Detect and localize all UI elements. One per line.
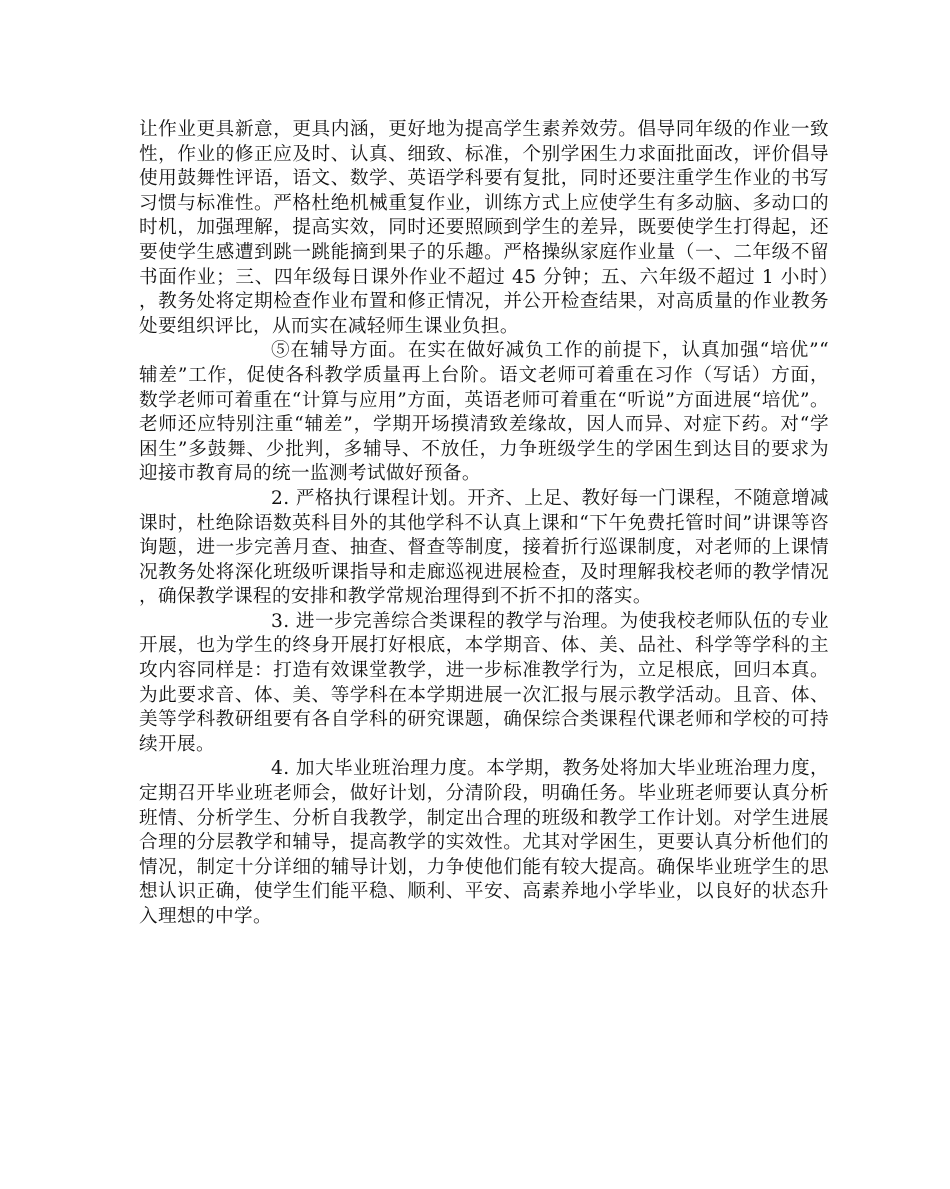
paragraph-graduating-classes: 4. 加大毕业班治理力度。本学期，教务处将加大毕业班治理力度，定期召开毕业班老师会，做好计划，分清阶段，明确任务。毕业班老师要认真分析班情、分析学生、分析自我教学，制定出合理的班级和教学工作计划。对学生进展合理的分层教学和辅导，提高教学的实效性。尤其对学困生，更要认真分析他们的情况，制定十分详细的辅导计划，力争使他们能有较大提高。确保毕业班学生的思想认识正确，使学生们能平稳、顺利、平安、高素养地小学毕业，以良好的状态升入理想的中学。 xyxy=(139,758,829,927)
paragraph-comprehensive-courses: 3. 进一步完善综合类课程的教学与治理。为使我校老师队伍的专业开展，也为学生的终身开展打好根底，本学期音、体、美、品社、科学等学科的主攻内容同样是：打造有效课堂教学，进一步标准教学行为，立足根底，回归本真。为此要求音、体、美、等学科在本学期进展一次汇报与展示教学活动。且音、体、美等学科教研组要有各自学科的研究课题，确保综合类课程代课老师和学校的可持续开展。 xyxy=(139,610,829,755)
paragraph-tutoring: ⑤在辅导方面。在实在做好减负工作的前提下，认真加强“培优”“辅差”工作，促使各科教学质量再上台阶。语文老师可着重在习作（写话）方面，数学老师可着重在“计算与应用”方面，英语老师可着重在“听说”方面进展“培优”。老师还应特别注重“辅差”，学期开场摸清致差缘故，因人而异、对症下药。对“学困生”多鼓舞、少批判，多辅导、不放任，力争班级学生的学困生到达目的要求为迎接市教育局的统一监测考试做好预备。 xyxy=(139,340,829,485)
paragraph-curriculum-plan: 2. 严格执行课程计划。开齐、上足、教好每一门课程，不随意增减课时，杜绝除语数英科目外的其他学科不认真上课和“下午免费托管时间”讲课等咨询题，进一步完善月查、抽查、督查等制度，接着折行巡课制度，对老师的上课情况教务处将深化班级听课指导和走廊巡视进展检查，及时理解我校老师的教学情况，确保教学课程的安排和教学常规治理得到不折不扣的落实。 xyxy=(139,487,829,608)
paragraph-homework: 让作业更具新意，更具内涵，更好地为提高学生素养效劳。倡导同年级的作业一致性，作业的修正应及时、认真、细致、标准，个别学困生力求面批面改，评价倡导使用鼓舞性评语，语文、数学、英语学科要有复批，同时还要注重学生作业的书写习惯与标准性。严格杜绝机械重复作业，训练方式上应使学生有多动脑、多动口的时机，加强理解，提高实效，同时还要照顾到学生的差异，既要使学生打得起，还要使学生感遭到跳一跳能摘到果子的乐趣。严格操纵家庭作业量（一、二年级不留书面作业；三、四年级每日课外作业不超过 45 分钟；五、六年级不超过 1 小时），教务处将定期检查作业布置和修正情况，并公开检查结果，对高质量的作业教务处要组织评比，从而实在减轻师生课业负担。 xyxy=(139,119,829,337)
document-body xyxy=(139,118,829,930)
